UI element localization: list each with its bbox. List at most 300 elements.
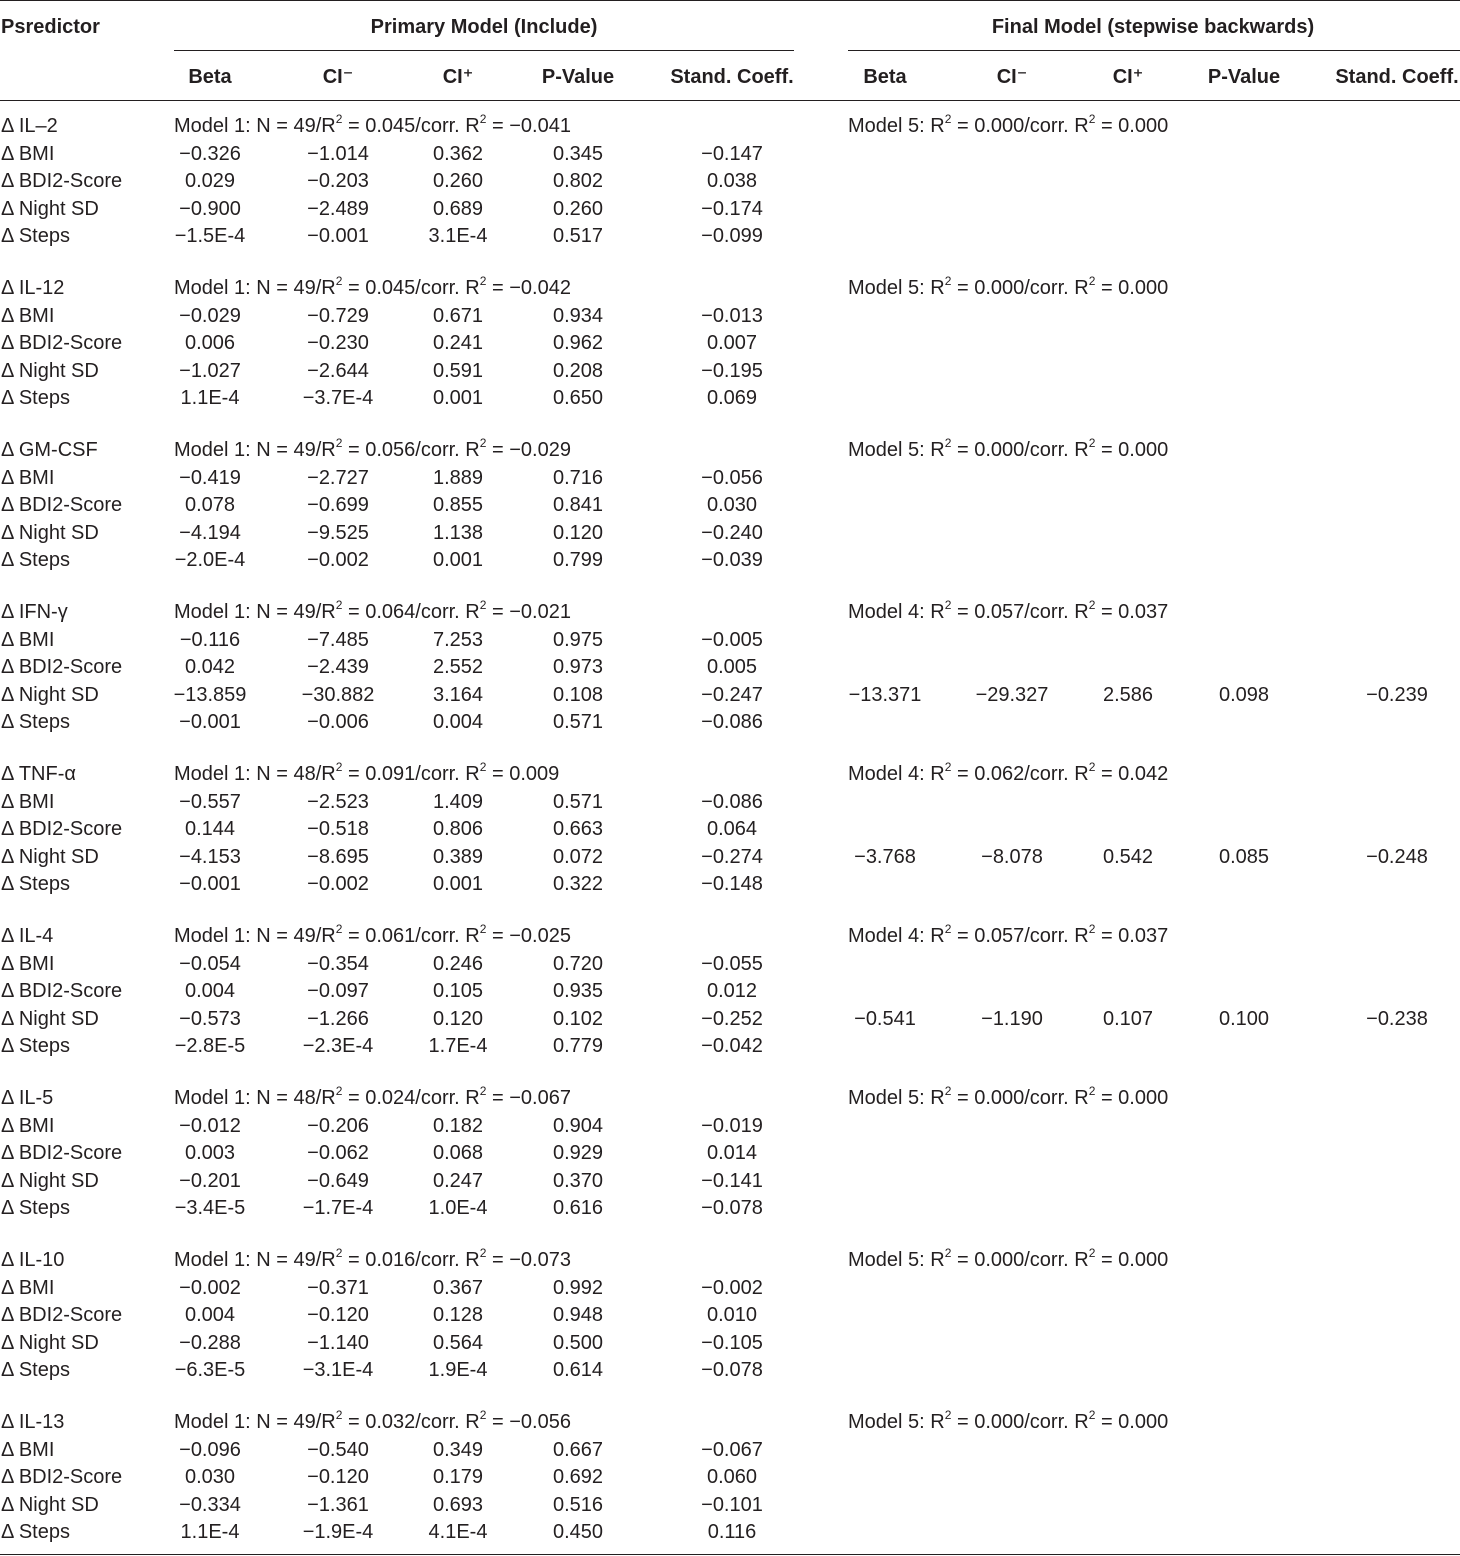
- final-cell: −8.078: [981, 846, 1043, 868]
- primary-cell: 0.208: [552, 360, 604, 382]
- primary-cell: 0.516: [552, 1494, 604, 1516]
- primary-cell: −0.042: [701, 1035, 763, 1057]
- primary-model-summary: [174, 1086, 571, 1110]
- primary-cell: −0.001: [307, 225, 369, 247]
- primary-cell: 0.571: [552, 791, 604, 813]
- primary-cell: −1.7E-4: [302, 1197, 374, 1219]
- model-text-suffix: = 0.000: [1095, 439, 1169, 461]
- primary-cell: 0.450: [552, 1521, 604, 1543]
- final-model-summary: [848, 114, 1168, 138]
- predictor-label: Δ BMI: [1, 143, 55, 165]
- primary-cell: 0.855: [432, 494, 484, 516]
- primary-cell: −0.101: [701, 1494, 763, 1516]
- model-text-suffix: = 0.042: [1095, 763, 1169, 785]
- primary-cell: −0.120: [307, 1466, 369, 1488]
- primary-cell: 0.060: [706, 1466, 758, 1488]
- model-text-prefix: Model 1: N = 49/R: [174, 277, 336, 299]
- model-text-suffix: = 0.037: [1095, 925, 1169, 947]
- primary-cell: −1.027: [179, 360, 241, 382]
- model-text-prefix: Model 4: R: [848, 925, 945, 947]
- primary-cell: −3.7E-4: [302, 387, 374, 409]
- outcome-label: Δ IFN-γ: [1, 601, 68, 623]
- primary-cell: −0.518: [307, 818, 369, 840]
- model-text-suffix: = 0.000: [1095, 1411, 1169, 1433]
- predictor-label: Δ Steps: [1, 387, 70, 409]
- superscript-two: 2: [335, 436, 343, 451]
- primary-cell: 0.116: [707, 1521, 757, 1543]
- primary-cell: 0.779: [552, 1035, 604, 1057]
- primary-cell: 0.072: [552, 846, 604, 868]
- model-text-prefix: Model 1: N = 49/R: [174, 925, 336, 947]
- primary-cell: 0.370: [552, 1170, 604, 1192]
- primary-cell: 0.935: [552, 980, 604, 1002]
- primary-cell: 0.948: [552, 1304, 604, 1326]
- superscript-two: 2: [335, 112, 343, 127]
- primary-cell: 2.552: [432, 656, 484, 678]
- primary-cell: 0.929: [552, 1142, 604, 1164]
- primary-cell: 0.614: [552, 1359, 604, 1381]
- model-text-mid: = 0.000/corr. R: [951, 1249, 1089, 1271]
- primary-cell: −0.419: [179, 467, 241, 489]
- primary-cell: 0.010: [706, 1304, 758, 1326]
- primary-cell: −4.194: [179, 522, 241, 544]
- model-text-prefix: Model 1: N = 49/R: [174, 439, 336, 461]
- primary-cell: −0.174: [701, 198, 763, 220]
- primary-cell: −0.201: [179, 1170, 241, 1192]
- model-text-prefix: Model 1: N = 48/R: [174, 763, 336, 785]
- primary-cell: −1.9E-4: [302, 1521, 374, 1543]
- primary-cell: 0.992: [552, 1277, 604, 1299]
- model-text-prefix: Model 5: R: [848, 439, 945, 461]
- model-text-prefix: Model 5: R: [848, 1249, 945, 1271]
- primary-cell: −0.540: [307, 1439, 369, 1461]
- final-cell: −13.371: [848, 684, 922, 706]
- predictor-label: Δ BDI2-Score: [1, 1142, 123, 1164]
- primary-cell: 0.720: [552, 953, 604, 975]
- primary-cell: −0.001: [179, 873, 241, 895]
- primary-cell: −0.067: [701, 1439, 763, 1461]
- primary-cell: −0.334: [179, 1494, 241, 1516]
- predictor-label: Δ BMI: [1, 1439, 55, 1461]
- primary-cell: 0.030: [184, 1466, 236, 1488]
- primary-cell: −0.649: [307, 1170, 369, 1192]
- primary-cell: 0.517: [552, 225, 604, 247]
- primary-cell: 0.616: [552, 1197, 604, 1219]
- primary-cell: 1.7E-4: [428, 1035, 488, 1057]
- primary-cell: 0.001: [432, 873, 484, 895]
- model-text-suffix: = −0.056: [486, 1411, 571, 1433]
- model-text-mid: = 0.000/corr. R: [951, 277, 1089, 299]
- final-cell: −3.768: [854, 846, 916, 868]
- model-text-suffix: = 0.000: [1095, 1087, 1169, 1109]
- superscript-two: 2: [479, 436, 487, 451]
- primary-cell: −0.078: [701, 1197, 763, 1219]
- primary-cell: 0.012: [706, 980, 758, 1002]
- superscript-two: 2: [1088, 274, 1096, 289]
- model-text-prefix: Model 5: R: [848, 1411, 945, 1433]
- primary-cell: −6.3E-5: [174, 1359, 246, 1381]
- superscript-two: 2: [944, 1246, 952, 1261]
- primary-cell: 0.246: [432, 953, 484, 975]
- model-text-mid: = 0.024/corr. R: [342, 1087, 480, 1109]
- col-beta-final: Beta: [863, 66, 907, 88]
- model-text-suffix: = −0.042: [486, 277, 571, 299]
- predictor-label: Δ Steps: [1, 549, 70, 571]
- primary-cell: −0.274: [701, 846, 763, 868]
- primary-model-summary: [174, 276, 571, 300]
- primary-cell: 0.975: [552, 629, 604, 651]
- outcome-label: Δ IL-10: [1, 1249, 65, 1271]
- model-text-prefix: Model 5: R: [848, 277, 945, 299]
- primary-cell: −1.140: [307, 1332, 369, 1354]
- primary-cell: 0.841: [552, 494, 604, 516]
- superscript-two: 2: [335, 1246, 343, 1261]
- primary-model-summary: [174, 600, 571, 624]
- model-text-suffix: = 0.000: [1095, 115, 1169, 137]
- primary-cell: −0.019: [701, 1115, 763, 1137]
- predictor-label: Δ Steps: [1, 873, 70, 895]
- final-model-summary: [848, 1086, 1168, 1110]
- primary-cell: −0.005: [701, 629, 763, 651]
- primary-cell: −2.523: [307, 791, 369, 813]
- superscript-two: 2: [944, 274, 952, 289]
- model-text-mid: = 0.045/corr. R: [342, 115, 480, 137]
- primary-cell: 0.120: [552, 522, 604, 544]
- primary-cell: 0.260: [432, 170, 484, 192]
- final-group-rule: [848, 50, 1460, 51]
- model-text-suffix: = 0.000: [1095, 277, 1169, 299]
- final-model-summary: [848, 276, 1168, 300]
- primary-cell: −0.039: [701, 549, 763, 571]
- model-text-suffix: = −0.073: [486, 1249, 571, 1271]
- superscript-two: 2: [335, 598, 343, 613]
- primary-cell: 0.078: [184, 494, 236, 516]
- primary-model-summary: [174, 1248, 571, 1272]
- outcome-label: Δ IL-5: [1, 1087, 54, 1109]
- primary-cell: 0.241: [432, 332, 484, 354]
- primary-cell: 0.179: [432, 1466, 484, 1488]
- predictor-label: Δ BDI2-Score: [1, 818, 123, 840]
- primary-cell: −2.644: [307, 360, 369, 382]
- predictor-label: Δ BMI: [1, 1115, 55, 1137]
- model-text-prefix: Model 1: N = 48/R: [174, 1087, 336, 1109]
- primary-cell: −0.012: [179, 1115, 241, 1137]
- model-text-mid: = 0.032/corr. R: [342, 1411, 480, 1433]
- superscript-two: 2: [944, 922, 952, 937]
- primary-cell: −0.247: [701, 684, 763, 706]
- primary-cell: 0.389: [432, 846, 484, 868]
- primary-cell: 0.349: [432, 1439, 484, 1461]
- model-text-suffix: = 0.037: [1095, 601, 1169, 623]
- superscript-two: 2: [1088, 112, 1096, 127]
- predictor-label: Δ Night SD: [1, 1170, 99, 1192]
- col-stdcoeff-final: Stand. Coeff.: [1335, 66, 1459, 88]
- model-text-mid: = 0.057/corr. R: [951, 925, 1089, 947]
- superscript-two: 2: [944, 1408, 952, 1423]
- model-text-prefix: Model 1: N = 49/R: [174, 1411, 336, 1433]
- primary-cell: −0.729: [307, 305, 369, 327]
- final-cell: 0.098: [1218, 684, 1270, 706]
- predictor-label: Δ BMI: [1, 305, 55, 327]
- primary-cell: 0.030: [706, 494, 758, 516]
- primary-cell: −1.014: [307, 143, 369, 165]
- predictor-label: Δ BMI: [1, 467, 55, 489]
- primary-cell: 0.367: [432, 1277, 484, 1299]
- model-text-mid: = 0.091/corr. R: [342, 763, 480, 785]
- primary-cell: 0.038: [706, 170, 758, 192]
- final-cell: 0.107: [1102, 1008, 1154, 1030]
- predictor-label: Δ Night SD: [1, 360, 99, 382]
- model-text-mid: = 0.057/corr. R: [951, 601, 1089, 623]
- final-cell: −0.239: [1366, 684, 1428, 706]
- primary-cell: −13.859: [173, 684, 247, 706]
- final-cell: −0.238: [1366, 1008, 1428, 1030]
- primary-cell: 1.1E-4: [180, 1521, 240, 1543]
- model-text-mid: = 0.000/corr. R: [951, 1411, 1089, 1433]
- final-cell: −29.327: [975, 684, 1049, 706]
- primary-cell: −0.203: [307, 170, 369, 192]
- primary-cell: 0.802: [552, 170, 604, 192]
- model-text-suffix: = −0.029: [486, 439, 571, 461]
- primary-cell: −1.5E-4: [174, 225, 246, 247]
- primary-cell: −0.105: [701, 1332, 763, 1354]
- primary-cell: −0.240: [701, 522, 763, 544]
- primary-cell: −0.086: [701, 711, 763, 733]
- primary-cell: 0.571: [552, 711, 604, 733]
- primary-cell: 0.004: [184, 1304, 236, 1326]
- model-text-mid: = 0.045/corr. R: [342, 277, 480, 299]
- primary-cell: −9.525: [307, 522, 369, 544]
- primary-cell: −30.882: [301, 684, 375, 706]
- primary-cell: 0.105: [432, 980, 484, 1002]
- final-model-summary: [848, 1248, 1168, 1272]
- primary-cell: −0.557: [179, 791, 241, 813]
- primary-cell: 7.253: [432, 629, 484, 651]
- primary-cell: −0.054: [179, 953, 241, 975]
- primary-cell: −0.195: [701, 360, 763, 382]
- final-cell: 0.085: [1218, 846, 1270, 868]
- superscript-two: 2: [479, 922, 487, 937]
- model-text-mid: = 0.016/corr. R: [342, 1249, 480, 1271]
- primary-cell: −0.055: [701, 953, 763, 975]
- primary-model-header: Primary Model (Include): [370, 16, 598, 38]
- primary-cell: 0.014: [706, 1142, 758, 1164]
- primary-cell: 0.069: [706, 387, 758, 409]
- primary-cell: 0.500: [552, 1332, 604, 1354]
- predictor-label: Δ BMI: [1, 791, 55, 813]
- primary-cell: −0.206: [307, 1115, 369, 1137]
- model-text-suffix: = −0.025: [486, 925, 571, 947]
- primary-cell: −0.120: [307, 1304, 369, 1326]
- primary-cell: 0.004: [184, 980, 236, 1002]
- primary-cell: 1.0E-4: [428, 1197, 488, 1219]
- predictor-label: Δ Steps: [1, 711, 70, 733]
- outcome-label: Δ IL–2: [1, 115, 58, 137]
- predictor-label: Δ Steps: [1, 1035, 70, 1057]
- outcome-label: Δ IL-4: [1, 925, 54, 947]
- primary-cell: −0.001: [179, 711, 241, 733]
- primary-cell: 0.663: [552, 818, 604, 840]
- primary-cell: 0.128: [432, 1304, 484, 1326]
- superscript-two: 2: [479, 1408, 487, 1423]
- primary-cell: 0.068: [432, 1142, 484, 1164]
- primary-cell: 4.1E-4: [428, 1521, 488, 1543]
- primary-model-summary: [174, 924, 571, 948]
- primary-cell: 0.260: [552, 198, 604, 220]
- col-ci-upper-final: CI⁺: [1112, 66, 1144, 88]
- primary-cell: 0.650: [552, 387, 604, 409]
- predictor-label: Δ Night SD: [1, 1332, 99, 1354]
- primary-cell: 0.005: [706, 656, 758, 678]
- col-ci-lower-primary: CI⁻: [322, 66, 354, 88]
- model-text-prefix: Model 1: N = 49/R: [174, 1249, 336, 1271]
- predictor-label: Δ Night SD: [1, 1494, 99, 1516]
- superscript-two: 2: [1088, 436, 1096, 451]
- primary-cell: 0.689: [432, 198, 484, 220]
- superscript-two: 2: [944, 598, 952, 613]
- header-rule: [0, 100, 1460, 101]
- superscript-two: 2: [944, 1084, 952, 1099]
- primary-cell: −2.439: [307, 656, 369, 678]
- primary-cell: 1.409: [432, 791, 484, 813]
- predictor-label: Δ Night SD: [1, 1008, 99, 1030]
- predictor-header: Psredictor: [1, 16, 100, 38]
- model-text-suffix: = −0.041: [486, 115, 571, 137]
- superscript-two: 2: [335, 1408, 343, 1423]
- primary-cell: 0.144: [184, 818, 236, 840]
- final-model-header: Final Model (stepwise backwards): [991, 16, 1315, 38]
- model-text-mid: = 0.000/corr. R: [951, 1087, 1089, 1109]
- primary-cell: −0.288: [179, 1332, 241, 1354]
- final-cell: 0.542: [1102, 846, 1154, 868]
- superscript-two: 2: [1088, 760, 1096, 775]
- primary-cell: 0.692: [552, 1466, 604, 1488]
- col-stdcoeff-primary: Stand. Coeff.: [670, 66, 794, 88]
- primary-cell: −2.3E-4: [302, 1035, 374, 1057]
- primary-cell: −0.002: [307, 873, 369, 895]
- primary-cell: −0.699: [307, 494, 369, 516]
- primary-cell: 0.102: [552, 1008, 604, 1030]
- predictor-label: Δ BDI2-Score: [1, 170, 123, 192]
- final-cell: −0.248: [1366, 846, 1428, 868]
- primary-cell: 0.182: [432, 1115, 484, 1137]
- primary-cell: 0.806: [432, 818, 484, 840]
- primary-cell: 0.247: [432, 1170, 484, 1192]
- outcome-label: Δ GM-CSF: [1, 439, 98, 461]
- primary-cell: −0.096: [179, 1439, 241, 1461]
- primary-cell: 0.064: [706, 818, 758, 840]
- primary-model-summary: [174, 438, 571, 462]
- superscript-two: 2: [335, 274, 343, 289]
- primary-cell: −0.116: [179, 629, 241, 651]
- primary-cell: 0.904: [552, 1115, 604, 1137]
- predictor-label: Δ BMI: [1, 953, 55, 975]
- predictor-label: Δ Night SD: [1, 198, 99, 220]
- model-text-mid: = 0.061/corr. R: [342, 925, 480, 947]
- model-text-suffix: = 0.000: [1095, 1249, 1169, 1271]
- primary-cell: 0.120: [432, 1008, 484, 1030]
- primary-cell: 0.001: [432, 549, 484, 571]
- primary-cell: −0.056: [701, 467, 763, 489]
- primary-cell: 0.962: [552, 332, 604, 354]
- primary-cell: −0.013: [701, 305, 763, 327]
- primary-cell: −0.326: [179, 143, 241, 165]
- primary-cell: −0.029: [179, 305, 241, 327]
- outcome-label: Δ IL-13: [1, 1411, 65, 1433]
- primary-cell: 0.345: [552, 143, 604, 165]
- col-beta-primary: Beta: [188, 66, 232, 88]
- primary-cell: 0.799: [552, 549, 604, 571]
- primary-cell: 3.164: [432, 684, 484, 706]
- superscript-two: 2: [944, 436, 952, 451]
- primary-cell: 0.362: [432, 143, 484, 165]
- primary-cell: −2.489: [307, 198, 369, 220]
- model-text-prefix: Model 4: R: [848, 601, 945, 623]
- predictor-label: Δ BDI2-Score: [1, 656, 123, 678]
- model-text-mid: = 0.000/corr. R: [951, 115, 1089, 137]
- superscript-two: 2: [1088, 1084, 1096, 1099]
- outcome-label: Δ TNF-α: [1, 763, 76, 785]
- predictor-label: Δ BDI2-Score: [1, 1466, 123, 1488]
- final-model-summary: [848, 600, 1168, 624]
- primary-cell: −0.062: [307, 1142, 369, 1164]
- primary-model-summary: [174, 1410, 571, 1434]
- primary-cell: 0.591: [432, 360, 484, 382]
- model-text-mid: = 0.000/corr. R: [951, 439, 1089, 461]
- predictor-label: Δ BDI2-Score: [1, 1304, 123, 1326]
- col-ci-upper-primary: CI⁺: [442, 66, 474, 88]
- primary-cell: −0.002: [701, 1277, 763, 1299]
- superscript-two: 2: [479, 274, 487, 289]
- superscript-two: 2: [479, 1246, 487, 1261]
- superscript-two: 2: [479, 760, 487, 775]
- primary-cell: −0.002: [307, 549, 369, 571]
- primary-model-summary: [174, 762, 559, 786]
- bottom-rule: [0, 1554, 1460, 1555]
- col-pvalue-primary: P-Value: [541, 66, 615, 88]
- primary-cell: 1.889: [432, 467, 484, 489]
- primary-cell: 0.003: [184, 1142, 236, 1164]
- predictor-label: Δ Steps: [1, 225, 70, 247]
- superscript-two: 2: [1088, 598, 1096, 613]
- primary-cell: −0.078: [701, 1359, 763, 1381]
- primary-cell: −0.573: [179, 1008, 241, 1030]
- final-cell: −0.541: [854, 1008, 916, 1030]
- final-model-summary: [848, 762, 1168, 786]
- primary-cell: −1.266: [307, 1008, 369, 1030]
- primary-cell: 0.716: [552, 467, 604, 489]
- primary-cell: 0.042: [184, 656, 236, 678]
- superscript-two: 2: [335, 1084, 343, 1099]
- primary-cell: −0.097: [307, 980, 369, 1002]
- model-text-prefix: Model 1: N = 49/R: [174, 601, 336, 623]
- primary-model-summary: [174, 114, 571, 138]
- primary-cell: 0.667: [552, 1439, 604, 1461]
- predictor-label: Δ BMI: [1, 1277, 55, 1299]
- final-cell: −1.190: [981, 1008, 1043, 1030]
- primary-cell: −0.900: [179, 198, 241, 220]
- primary-cell: −0.141: [701, 1170, 763, 1192]
- superscript-two: 2: [1088, 1246, 1096, 1261]
- superscript-two: 2: [944, 112, 952, 127]
- primary-cell: 0.006: [184, 332, 236, 354]
- final-model-summary: [848, 1410, 1168, 1434]
- primary-cell: −0.086: [701, 791, 763, 813]
- col-pvalue-final: P-Value: [1207, 66, 1281, 88]
- model-text-mid: = 0.062/corr. R: [951, 763, 1089, 785]
- primary-cell: 0.322: [552, 873, 604, 895]
- superscript-two: 2: [335, 922, 343, 937]
